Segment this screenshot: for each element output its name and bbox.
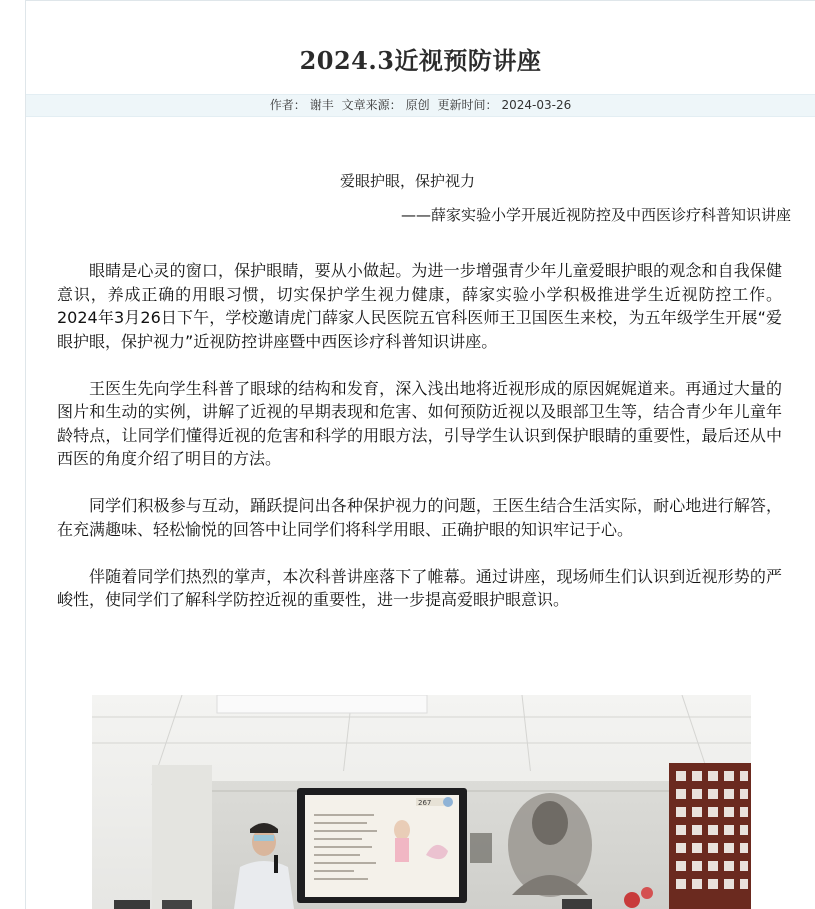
article-meta [26, 94, 815, 117]
lecture-photo [92, 695, 751, 909]
screen-counter: 267 [418, 799, 432, 807]
paragraph: 王医生先向学生科普了眼球的结构和发育，深入浅出地将近视形成的原因娓娓道来。再通过大量的图片和生动的实例，讲解了近视的早期表现和危害、如何预防近视以及眼部卫生等，结合青少年儿童年龄特点，让同学们懂得近视的危害和科学的用眼方法，引导学生认识到保护眼睛的重要性，最后还从中西医的角度介绍了明目的方法。 [57, 378, 782, 468]
updated-label: 更新时间： [437, 98, 498, 112]
article-body [57, 259, 782, 635]
article-subtitle: 爱眼护眼，保护视力 [339, 172, 475, 190]
author-name: 谢丰 [309, 98, 334, 112]
paragraph: 同学们积极参与互动，踊跃提问出各种保护视力的问题，王医生结合生活实际，耐心地进行解答，在充满趣味、轻松愉悦的回答中让同学们将科学用眼、正确护眼的知识牢记于心。 [57, 496, 782, 539]
article-subheading: ——薛家实验小学开展近视防控及中西医诊疗科普知识讲座 [400, 206, 791, 224]
paragraph: 眼睛是心灵的窗口，保护眼睛，要从小做起。为进一步增强青少年儿童爱眼护眼的观念和自我保健意识，养成正确的用眼习惯，切实保护学生视力健康，薛家实验小学积极推进学生近视防控工作。2024年3月26日下午，学校邀请虎门薛家人民医院五官科医师王卫国医生来校，为五年级学生开展“爱眼护眼，保护视力”近视防控讲座暨中西医诊疗科普知识讲座。 [57, 261, 782, 351]
source-value: 原创 [405, 98, 430, 112]
paragraph: 伴随着同学们热烈的掌声，本次科普讲座落下了帷幕。通过讲座，现场师生们认识到近视形势的严峻性，使同学们了解科学防控近视的重要性，进一步提高爱眼护眼意识。 [57, 566, 782, 609]
article-title: 2024.3近视预防讲座 [299, 46, 542, 75]
author-label: 作者： [269, 98, 306, 112]
source-label: 文章来源： [341, 98, 402, 112]
updated-date: 2024-03-26 [501, 98, 572, 112]
lecture-photo-illustration [92, 695, 751, 909]
